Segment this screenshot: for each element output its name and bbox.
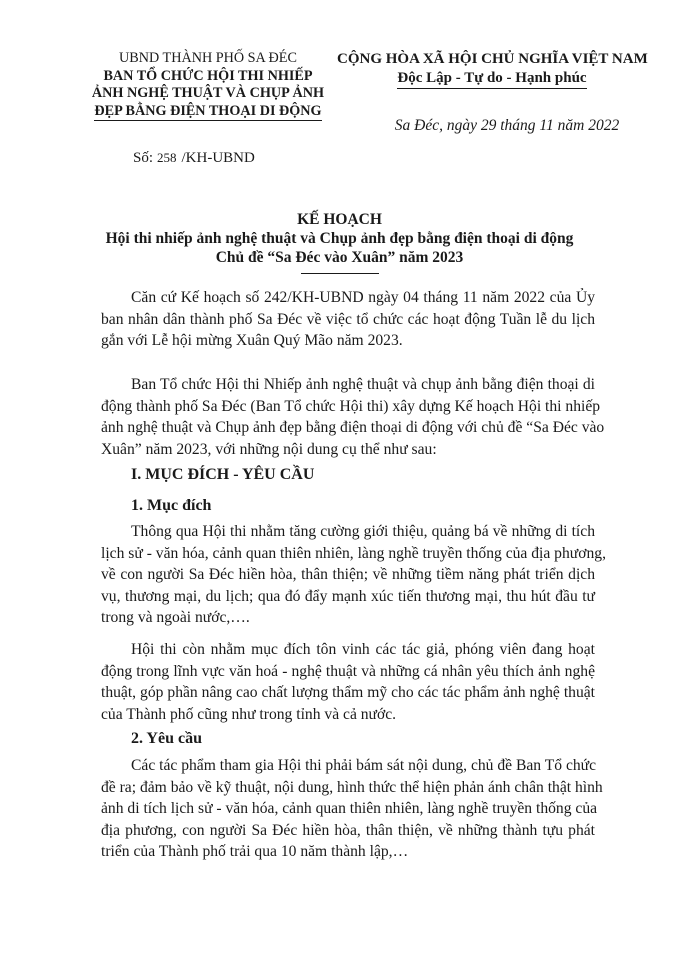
doc-number-value: 258 (157, 150, 177, 165)
text-line: gắn với Lễ hội mừng Xuân Quý Mão năm 2023. (101, 332, 403, 350)
authority-line-4: ĐẸP BẰNG ĐIỆN THOẠI DI ĐỘNG (94, 103, 321, 122)
subsection-heading-purpose: 1. Mục đích (131, 497, 212, 514)
document-title (0, 210, 679, 274)
text-line: đề ra; đảm bảo về kỹ thuật, nội dung, hình thức thể hiện phản ánh chân thật hình (101, 778, 603, 796)
title-line-1: KẾ HOẠCH (297, 211, 382, 228)
issuing-authority (78, 50, 338, 121)
title-line-3: Chủ đề “Sa Đéc vào Xuân” năm 2023 (215, 249, 464, 266)
paragraph-honor (101, 639, 595, 725)
text-line: ảnh di tích lịch sử - văn hóa, cảnh quan thiên nhiên, làng nghề truyền thống của (101, 800, 598, 818)
text-line: động thành phố Sa Đéc (Ban Tổ chức Hội thi) xây dựng Kế hoạch Hội thi nhiếp (101, 397, 601, 415)
text-line: triển của Thành phố trải qua 10 năm thành lập,… (101, 843, 409, 861)
paragraph-purpose (101, 521, 606, 629)
section-heading-1: I. MỤC ĐÍCH - YÊU CẦU (131, 466, 315, 483)
text-line: Các tác phẩm tham gia Hội thi phải bám sát nội dung, chủ đề Ban Tổ chức (131, 757, 597, 774)
national-motto: Độc Lập - Tự do - Hạnh phúc (397, 69, 586, 90)
subsection-heading-requirements: 2. Yêu cầu (131, 730, 202, 747)
national-title: CỘNG HÒA XÃ HỘI CHỦ NGHĨA VIỆT NAM (337, 51, 648, 67)
document-date: Sa Đéc, ngày 29 tháng 11 năm 2022 (394, 117, 620, 134)
text-line: vụ, thương mại, du lịch; qua đó đẩy mạnh xúc tiến thương mại, thu hút đầu tư (101, 587, 595, 605)
text-line: Thông qua Hội thi nhằm tăng cường giới thiệu, quảng bá về những di tích (131, 523, 595, 540)
title-line-2: Hội thi nhiếp ảnh nghệ thuật và Chụp ảnh đẹp bằng điện thoại di động (105, 230, 574, 247)
text-line: ban nhân dân thành phố Sa Đéc về việc tổ chức các hoạt động Tuần lễ du lịch (101, 310, 595, 328)
text-line: ảnh nghệ thuật và Chụp ảnh đẹp bằng điện thoại di động với chủ đề “Sa Đéc vào (101, 419, 605, 437)
paragraph-legal-basis (101, 287, 595, 352)
text-line: Hội thi còn nhằm mục đích tôn vinh các tác giả, phóng viên đang hoạt (131, 641, 595, 658)
text-line: lịch sử - văn hóa, cảnh quan thiên nhiên, làng nghề truyền thống của địa phương, (101, 544, 606, 562)
national-header (337, 50, 647, 89)
text-line: của Thành phố cũng như trong tỉnh và cả nước. (101, 705, 397, 723)
doc-number-suffix: /KH-UBND (181, 150, 255, 166)
paragraph-introduction (101, 374, 605, 460)
authority-line-3: ẢNH NGHỆ THUẬT VÀ CHỤP ẢNH (91, 85, 325, 101)
text-line: trong và ngoài nước,…. (101, 609, 250, 627)
paragraph-requirements (101, 755, 603, 863)
doc-number-prefix: Số: (133, 150, 154, 166)
text-line: về con người Sa Đéc hiền hòa, thân thiện; về những tiềm năng phát triển dịch (101, 566, 595, 584)
authority-line-2: BAN TỔ CHỨC HỘI THI NHIẾP (103, 67, 313, 84)
text-line: thuật, góp phần nâng cao chất lượng thẩm mỹ cho các tác phẩm ảnh nghệ thuật (101, 684, 595, 702)
text-line: động trong lĩnh vực văn hoá - nghệ thuật và những cá nhân yêu thích ảnh nghệ (101, 662, 595, 680)
authority-line-1: UBND THÀNH PHỐ SA ĐÉC (119, 50, 297, 66)
document-number (133, 150, 255, 167)
text-line: địa phương, con người Sa Đéc hiền hòa, thân thiện, về những thành tựu phát (101, 821, 595, 839)
text-line: Ban Tổ chức Hội thi Nhiếp ảnh nghệ thuật và chụp ảnh bằng điện thoại di (131, 376, 595, 393)
title-divider (301, 273, 379, 274)
text-line: Căn cứ Kế hoạch số 242/KH-UBND ngày 04 tháng 11 năm 2022 của Ủy (131, 289, 595, 306)
text-line: Xuân” năm 2023, với những nội dung cụ thể như sau: (101, 440, 437, 458)
